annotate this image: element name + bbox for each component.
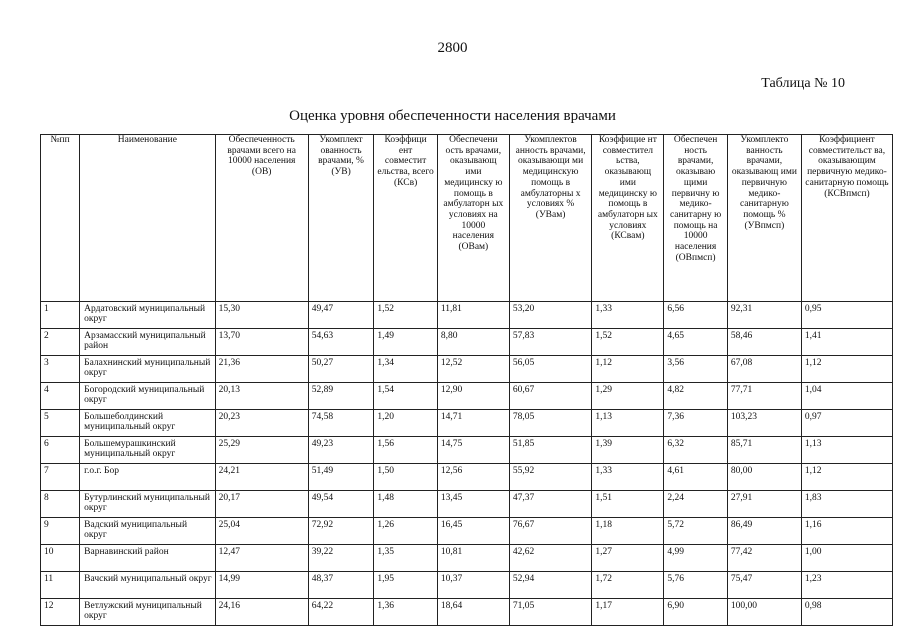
value-cell: 1,48 <box>374 491 438 518</box>
row-number-cell: 10 <box>41 545 80 572</box>
value-cell: 1,12 <box>801 356 892 383</box>
value-cell: 80,00 <box>727 464 801 491</box>
value-cell: 4,61 <box>664 464 728 491</box>
row-number-cell: 6 <box>41 437 80 464</box>
value-cell: 1,34 <box>374 356 438 383</box>
municipality-name-cell: Варнавинский район <box>80 545 215 572</box>
value-cell: 54,63 <box>308 329 374 356</box>
value-cell: 1,18 <box>592 518 664 545</box>
value-cell: 24,21 <box>215 464 308 491</box>
value-cell: 24,16 <box>215 599 308 626</box>
value-cell: 0,95 <box>801 302 892 329</box>
value-cell: 12,90 <box>437 383 509 410</box>
value-cell: 6,32 <box>664 437 728 464</box>
table-row <box>41 437 893 464</box>
value-cell: 56,05 <box>509 356 592 383</box>
row-number-cell: 2 <box>41 329 80 356</box>
column-header: Обеспечен ность врачами, оказываю щими первичну ю медико-санитарну ю помощь на 10000 населения (ОВпмсп) <box>664 135 728 302</box>
value-cell: 18,64 <box>437 599 509 626</box>
municipality-name-cell: Балахнинский муниципальный округ <box>80 356 215 383</box>
municipality-name-cell: Вачский муниципальный округ <box>80 572 215 599</box>
value-cell: 1,23 <box>801 572 892 599</box>
municipality-name-cell: Арзамасский муниципальный район <box>80 329 215 356</box>
column-header: Обеспеченность врачами всего на 10000 населения (ОВ) <box>215 135 308 302</box>
column-header: Укомплектов анность врачами, оказывающи ми медицинскую помощь в амбулаторны х условиях % (УВам) <box>509 135 592 302</box>
value-cell: 6,56 <box>664 302 728 329</box>
value-cell: 1,35 <box>374 545 438 572</box>
value-cell: 1,16 <box>801 518 892 545</box>
value-cell: 15,30 <box>215 302 308 329</box>
value-cell: 27,91 <box>727 491 801 518</box>
column-header: Укомплекто ванность врачами, оказывающ ими первичную медико-санитарную помощь % (УВпмсп) <box>727 135 801 302</box>
table-row <box>41 599 893 626</box>
value-cell: 47,37 <box>509 491 592 518</box>
value-cell: 72,92 <box>308 518 374 545</box>
value-cell: 2,24 <box>664 491 728 518</box>
value-cell: 20,23 <box>215 410 308 437</box>
value-cell: 52,89 <box>308 383 374 410</box>
value-cell: 67,08 <box>727 356 801 383</box>
value-cell: 1,52 <box>592 329 664 356</box>
table-row <box>41 329 893 356</box>
value-cell: 1,13 <box>592 410 664 437</box>
municipality-name-cell: Большемурашкинский муниципальный округ <box>80 437 215 464</box>
value-cell: 10,81 <box>437 545 509 572</box>
value-cell: 1,54 <box>374 383 438 410</box>
municipality-name-cell: Бутурлинский муниципальный округ <box>80 491 215 518</box>
value-cell: 12,47 <box>215 545 308 572</box>
value-cell: 1,17 <box>592 599 664 626</box>
table-label: Таблица № 10 <box>761 76 845 91</box>
value-cell: 48,37 <box>308 572 374 599</box>
value-cell: 76,67 <box>509 518 592 545</box>
value-cell: 1,49 <box>374 329 438 356</box>
value-cell: 92,31 <box>727 302 801 329</box>
table-row <box>41 545 893 572</box>
row-number-cell: 1 <box>41 302 80 329</box>
value-cell: 1,51 <box>592 491 664 518</box>
column-header: Коэффицие нт совместител ьства, оказывающ ими медицинску ю помощь в амбулаторн ых условиях (КСвам) <box>592 135 664 302</box>
value-cell: 12,52 <box>437 356 509 383</box>
municipality-name-cell: Ардатовский муниципальный округ <box>80 302 215 329</box>
value-cell: 14,75 <box>437 437 509 464</box>
value-cell: 1,95 <box>374 572 438 599</box>
value-cell: 1,12 <box>801 464 892 491</box>
value-cell: 1,41 <box>801 329 892 356</box>
value-cell: 103,23 <box>727 410 801 437</box>
document-title: Оценка уровня обеспеченности населения врачами <box>289 108 616 124</box>
value-cell: 11,81 <box>437 302 509 329</box>
table-row <box>41 383 893 410</box>
value-cell: 1,52 <box>374 302 438 329</box>
row-number-cell: 8 <box>41 491 80 518</box>
value-cell: 53,20 <box>509 302 592 329</box>
row-number-cell: 3 <box>41 356 80 383</box>
value-cell: 77,71 <box>727 383 801 410</box>
value-cell: 4,65 <box>664 329 728 356</box>
row-number-cell: 5 <box>41 410 80 437</box>
table-row <box>41 518 893 545</box>
table-row <box>41 464 893 491</box>
value-cell: 14,99 <box>215 572 308 599</box>
value-cell: 4,99 <box>664 545 728 572</box>
value-cell: 100,00 <box>727 599 801 626</box>
column-header: Обеспечени ость врачами, оказывающ ими медицинску ю помощь в амбулаторн ых условиях на 10000 населения (ОВам) <box>437 135 509 302</box>
page-number: 2800 <box>437 40 468 56</box>
row-number-cell: 4 <box>41 383 80 410</box>
value-cell: 1,29 <box>592 383 664 410</box>
value-cell: 1,13 <box>801 437 892 464</box>
value-cell: 1,56 <box>374 437 438 464</box>
value-cell: 1,36 <box>374 599 438 626</box>
value-cell: 1,33 <box>592 464 664 491</box>
physician-provision-table <box>40 134 893 626</box>
value-cell: 78,05 <box>509 410 592 437</box>
value-cell: 51,85 <box>509 437 592 464</box>
row-number-cell: 9 <box>41 518 80 545</box>
value-cell: 5,76 <box>664 572 728 599</box>
value-cell: 57,83 <box>509 329 592 356</box>
value-cell: 1,00 <box>801 545 892 572</box>
table-row <box>41 302 893 329</box>
municipality-name-cell: г.о.г. Бор <box>80 464 215 491</box>
value-cell: 1,27 <box>592 545 664 572</box>
value-cell: 4,82 <box>664 383 728 410</box>
value-cell: 1,20 <box>374 410 438 437</box>
value-cell: 5,72 <box>664 518 728 545</box>
value-cell: 10,37 <box>437 572 509 599</box>
value-cell: 42,62 <box>509 545 592 572</box>
value-cell: 21,36 <box>215 356 308 383</box>
value-cell: 13,70 <box>215 329 308 356</box>
table-row <box>41 356 893 383</box>
value-cell: 50,27 <box>308 356 374 383</box>
value-cell: 1,50 <box>374 464 438 491</box>
value-cell: 16,45 <box>437 518 509 545</box>
value-cell: 1,39 <box>592 437 664 464</box>
row-number-cell: 12 <box>41 599 80 626</box>
value-cell: 0,97 <box>801 410 892 437</box>
value-cell: 86,49 <box>727 518 801 545</box>
table-header-row <box>41 135 893 302</box>
value-cell: 64,22 <box>308 599 374 626</box>
value-cell: 20,17 <box>215 491 308 518</box>
value-cell: 1,72 <box>592 572 664 599</box>
column-header: Коэффици ент совместит ельства, всего (КСв) <box>374 135 438 302</box>
value-cell: 49,47 <box>308 302 374 329</box>
value-cell: 14,71 <box>437 410 509 437</box>
value-cell: 85,71 <box>727 437 801 464</box>
value-cell: 39,22 <box>308 545 374 572</box>
value-cell: 25,29 <box>215 437 308 464</box>
value-cell: 1,83 <box>801 491 892 518</box>
table-row <box>41 491 893 518</box>
value-cell: 60,67 <box>509 383 592 410</box>
value-cell: 75,47 <box>727 572 801 599</box>
value-cell: 49,54 <box>308 491 374 518</box>
value-cell: 1,26 <box>374 518 438 545</box>
column-header: Коэффициент совместительст ва, оказывающим первичную медико-санитарную помощь (КСВпмсп) <box>801 135 892 302</box>
value-cell: 58,46 <box>727 329 801 356</box>
municipality-name-cell: Большеболдинский муниципальный округ <box>80 410 215 437</box>
value-cell: 6,90 <box>664 599 728 626</box>
value-cell: 55,92 <box>509 464 592 491</box>
value-cell: 77,42 <box>727 545 801 572</box>
value-cell: 51,49 <box>308 464 374 491</box>
row-number-cell: 7 <box>41 464 80 491</box>
value-cell: 20,13 <box>215 383 308 410</box>
value-cell: 13,45 <box>437 491 509 518</box>
table-body <box>41 302 893 626</box>
value-cell: 49,23 <box>308 437 374 464</box>
value-cell: 0,98 <box>801 599 892 626</box>
table-row <box>41 410 893 437</box>
municipality-name-cell: Ветлужский муниципальный округ <box>80 599 215 626</box>
value-cell: 52,94 <box>509 572 592 599</box>
column-header: Наименование <box>80 135 215 302</box>
row-number-cell: 11 <box>41 572 80 599</box>
value-cell: 25,04 <box>215 518 308 545</box>
column-header: №пп <box>41 135 80 302</box>
value-cell: 12,56 <box>437 464 509 491</box>
table-row <box>41 572 893 599</box>
value-cell: 8,80 <box>437 329 509 356</box>
value-cell: 7,36 <box>664 410 728 437</box>
municipality-name-cell: Богородский муниципальный округ <box>80 383 215 410</box>
value-cell: 1,33 <box>592 302 664 329</box>
value-cell: 3,56 <box>664 356 728 383</box>
value-cell: 71,05 <box>509 599 592 626</box>
value-cell: 1,12 <box>592 356 664 383</box>
value-cell: 74,58 <box>308 410 374 437</box>
column-header: Укомплект ованность врачами, % (УВ) <box>308 135 374 302</box>
value-cell: 1,04 <box>801 383 892 410</box>
municipality-name-cell: Вадский муниципальный округ <box>80 518 215 545</box>
